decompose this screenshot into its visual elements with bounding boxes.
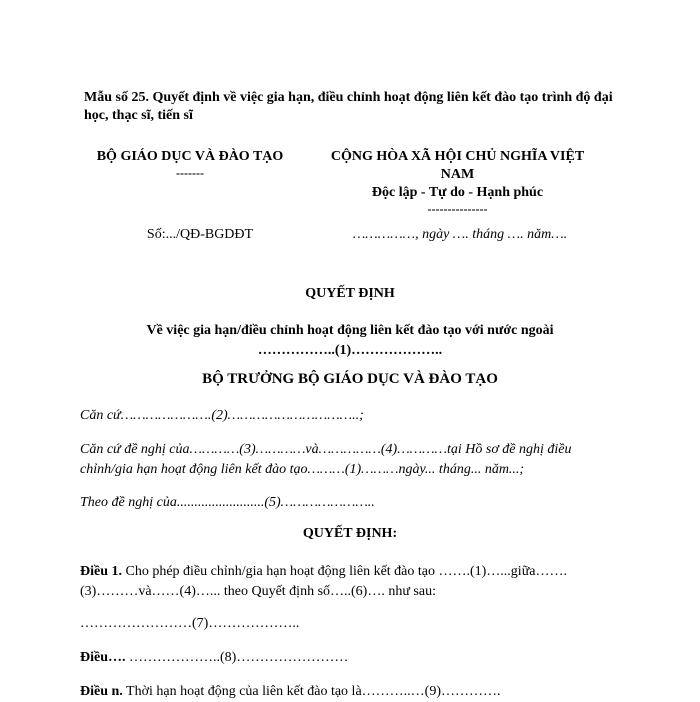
article-ellipsis [80, 648, 625, 668]
subject-line-1: Về việc gia hạn/điều chỉnh hoạt động liên kết đào tạo với nước ngoài [146, 323, 554, 338]
republic-line-1: CỘNG HÒA XÃ HỘI CHỦ NGHĨA VIỆT [330, 149, 585, 164]
form-title: Mẫu số 25. Quyết định về việc gia hạn, điều chỉnh hoạt động liên kết đào tạo trình độ đại học, thạc sĩ, tiến sĩ [84, 90, 613, 123]
minister-title: BỘ TRƯỞNG BỘ GIÁO DỤC VÀ ĐÀO TẠO [202, 371, 498, 387]
date-line: ……………, ngày …. tháng …. năm…. [352, 227, 568, 242]
decision-heading: QUYẾT ĐỊNH: [302, 526, 398, 541]
national-header [315, 148, 600, 216]
ministry-block [80, 148, 300, 180]
article-1-label: Điều 1. [80, 564, 122, 579]
national-motto: Độc lập - Tự do - Hạnh phúc [371, 185, 544, 200]
article-n-label: Điều n. [80, 684, 123, 699]
article-ellipsis-label: Điều…. [80, 650, 126, 665]
article-ellipsis-text: ………………..(8)…………………… [125, 650, 349, 665]
subject-line-2: ……………..(1)……………….. [257, 343, 443, 358]
republic-line-2: NAM [440, 167, 475, 182]
article-1-text: Cho phép điều chỉnh/gia hạn hoạt động liên kết đào tạo …….(1)…...giữa…….(3)………và……(4)…... theo Quyết định số…..(6)…. như sau: [80, 564, 567, 599]
decision-title: QUYẾT ĐỊNH [305, 286, 395, 301]
motto-divider: --------------- [427, 202, 488, 216]
ministry-divider: ------- [176, 166, 204, 180]
preamble-theo-de-nghi: Theo đề nghị của.........................(5)………………….. [80, 495, 375, 510]
article-n-text: Thời hạn hoạt động của liên kết đào tạo là………..…(9)…………. [122, 684, 501, 699]
document-number: Số:.../QĐ-BGDĐT [146, 227, 254, 242]
preamble-can-cu-de-nghi: Căn cứ đề nghị của…………(3)…………và……………(4)…………tại Hồ sơ đề nghị điều chỉnh/gia hạn hoạt động liên kết đào tạo………(1)………ngày... tháng... năm...; [80, 442, 572, 477]
decision-subject [80, 321, 620, 361]
article-1 [80, 562, 625, 602]
preamble-can-cu: Căn cứ………………….(2)…………………………..; [80, 408, 364, 423]
ministry-name: BỘ GIÁO DỤC VÀ ĐÀO TẠO [96, 149, 284, 164]
article-1-detail: ……………………(7)……………….. [80, 616, 300, 631]
article-n [80, 682, 625, 702]
